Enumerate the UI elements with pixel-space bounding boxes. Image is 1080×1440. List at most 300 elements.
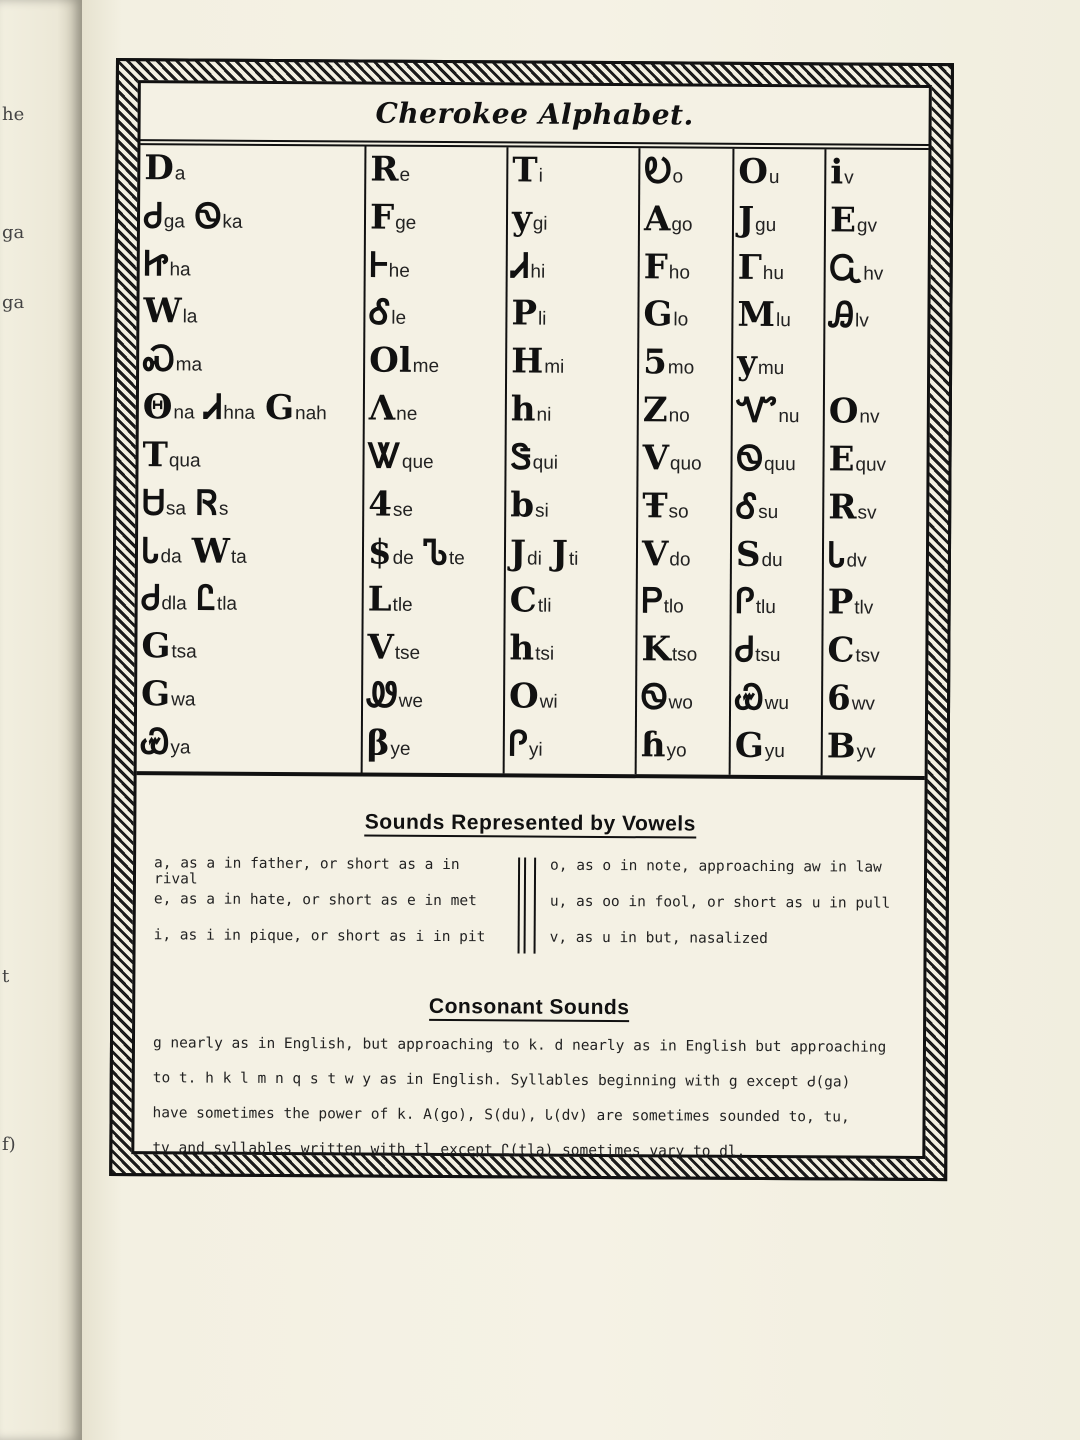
syllable-cell (736, 390, 800, 432)
syllable-cell (829, 248, 884, 289)
left-page-fragment: ga (2, 222, 25, 243)
syllable-romanization: v (844, 167, 854, 189)
syllable-glyph: Ꮲ (641, 581, 663, 622)
left-page-fragment: f) (2, 1134, 16, 1155)
syllable-cell (264, 388, 327, 429)
syllable-glyph: Ꮹ (829, 248, 863, 289)
syllable-romanization: quv (855, 454, 887, 476)
syllable-cell (641, 581, 684, 622)
syllable-cell (508, 676, 558, 717)
syllable-cell (509, 533, 542, 574)
syllable-romanization: hv (863, 263, 884, 285)
syllable-cell (368, 388, 418, 429)
syllable-cell (369, 293, 407, 334)
vowel-line: e, as a in hate, or short as e in met (153, 891, 477, 910)
syllabary-column (363, 147, 509, 774)
syllabary-row (641, 629, 729, 680)
syllable-glyph: 6 (826, 678, 851, 719)
syllable-cell (737, 343, 785, 384)
syllabary-row (641, 533, 730, 584)
syllable-cell (368, 436, 434, 477)
syllabary-row (828, 439, 908, 488)
syllable-romanization: no (668, 405, 690, 427)
syllable-glyph: E (829, 200, 857, 241)
syllable-romanization: nah (295, 403, 327, 425)
alphabet-sheet (109, 58, 954, 1181)
syllable-cell (640, 725, 687, 766)
syllabary-row (827, 630, 907, 680)
syllable-cell (367, 532, 414, 573)
syllable-cell (734, 677, 790, 719)
syllable-romanization: nu (778, 406, 800, 428)
syllable-cell (641, 629, 698, 670)
syllable-glyph: Ꮷ (141, 578, 161, 619)
left-page-edge (0, 0, 82, 1440)
vowel-line: i, as i in pique, or short as i in pit (153, 927, 486, 946)
syllabary-row (142, 482, 362, 533)
syllabary-row (829, 295, 909, 345)
syllable-cell (737, 199, 777, 240)
syllable-romanization: tle (392, 595, 413, 617)
syllable-glyph: Ꮧ (204, 387, 223, 428)
syllable-romanization: wv (851, 693, 876, 715)
syllable-cell (369, 245, 410, 286)
syllabary-row (826, 726, 907, 775)
syllable-glyph: Ꮅ (735, 582, 755, 623)
syllable-cell (826, 726, 876, 767)
syllable-romanization: yu (764, 740, 785, 763)
syllabary-row (511, 246, 638, 296)
syllable-cell (829, 200, 878, 241)
syllable-glyph: Ꮧ (511, 246, 530, 287)
syllable-romanization: we (398, 690, 424, 712)
syllable-romanization: tso (671, 644, 698, 666)
syllable-cell (511, 341, 565, 382)
syllabary-row (736, 486, 822, 537)
syllable-romanization: dv (846, 550, 867, 572)
syllable-romanization: tsa (171, 641, 197, 663)
syllabary-row (368, 484, 504, 534)
syllabary-row (829, 347, 909, 393)
syllabary-row (736, 438, 822, 489)
syllable-glyph: ɦ (640, 725, 666, 766)
syllable-cell (370, 149, 411, 190)
syllable-romanization: qua (168, 450, 201, 472)
consonant-line: tv and syllables written with tl except Ꮭ(tla) sometimes vary to dl. (152, 1140, 746, 1160)
syllable-cell (204, 387, 256, 428)
syllabary-row (368, 436, 504, 487)
syllable-glyph: W (191, 531, 231, 572)
consonant-line: have sometimes the power of k. A(go), S(du), Ꮣ(dv) are sometimes sounded to, tu, (152, 1105, 850, 1126)
syllable-glyph: G (264, 388, 295, 429)
syllable-romanization: si (534, 500, 549, 522)
syllable-romanization: dla (161, 593, 187, 615)
syllable-glyph: T (142, 435, 169, 476)
syllable-glyph: Z (642, 390, 668, 431)
syllable-glyph: Ꮝ (143, 339, 175, 380)
syllable-cell (736, 486, 779, 527)
syllabary-row (643, 294, 731, 345)
syllable-cell (826, 678, 876, 719)
syllabary-row (738, 151, 824, 202)
syllable-glyph: β (366, 723, 390, 764)
syllable-cell (142, 435, 201, 476)
syllable-cell (734, 725, 785, 766)
syllable-romanization: sa (165, 498, 187, 520)
syllable-romanization: o (672, 166, 684, 188)
syllabary-row (643, 199, 732, 249)
syllable-glyph: F (369, 197, 395, 238)
syllabary-row (829, 200, 910, 249)
syllabary-row (367, 580, 504, 630)
syllable-romanization: so (668, 501, 689, 523)
syllable-romanization: mi (544, 356, 565, 379)
syllable-glyph: Λ (368, 388, 396, 429)
syllable-cell (423, 532, 465, 573)
syllable-glyph: Ꮜ (142, 482, 166, 524)
syllabary-row (140, 674, 361, 724)
syllable-glyph: J (737, 199, 755, 240)
syllabary-column (505, 147, 641, 774)
syllable-romanization: yo (666, 740, 687, 762)
syllabary-row (141, 578, 362, 629)
syllable-cell (143, 291, 198, 332)
syllable-cell (142, 482, 187, 524)
syllable-cell (735, 582, 776, 623)
syllabary-row (642, 390, 731, 440)
syllabary-row (508, 724, 635, 774)
syllable-glyph: Ꮄ (369, 293, 391, 334)
syllable-cell (510, 485, 549, 526)
syllable-glyph: V (367, 627, 394, 668)
syllabary-row (369, 245, 506, 295)
syllable-glyph: Ꮿ (734, 677, 764, 719)
vowel-line: u, as oo in fool, or short as u in pull (549, 893, 891, 912)
syllabary-row (142, 387, 363, 437)
syllabary-row (141, 626, 361, 676)
syllable-glyph: H (511, 341, 544, 382)
syllable-romanization: su (758, 501, 779, 523)
syllable-cell (642, 390, 690, 431)
syllabary-row (367, 532, 504, 582)
syllable-cell (511, 293, 547, 335)
syllable-cell (368, 484, 414, 525)
syllable-romanization: hi (530, 261, 546, 283)
syllable-cell (643, 246, 691, 288)
syllable-cell (828, 391, 880, 432)
syllable-glyph: h (509, 628, 535, 669)
syllable-glyph: L (367, 580, 392, 621)
syllable-glyph: Ꮺ (366, 675, 398, 716)
syllable-cell (735, 534, 783, 575)
syllable-cell (140, 674, 196, 715)
syllabary-row (511, 341, 637, 392)
syllable-cell (191, 531, 247, 572)
syllable-glyph: h (510, 389, 536, 430)
syllable-glyph: 4 (368, 484, 393, 525)
syllabary-row (827, 534, 908, 584)
syllable-cell (143, 243, 191, 284)
syllabary-row (369, 293, 505, 343)
syllable-cell (737, 295, 791, 336)
syllable-romanization: yi (528, 739, 543, 761)
syllable-cell (738, 151, 780, 192)
syllable-glyph: A (643, 199, 671, 240)
syllable-romanization: do (669, 549, 691, 571)
vowels-heading: Sounds Represented by Vowels (154, 809, 906, 838)
syllable-romanization: hna (223, 402, 256, 424)
syllable-glyph: T (512, 150, 538, 191)
syllable-glyph: Ꮣ (141, 530, 160, 571)
syllable-glyph: M (737, 295, 776, 336)
syllable-cell (511, 246, 546, 287)
syllable-glyph: G (141, 626, 171, 667)
sounds-section (134, 775, 924, 1160)
syllable-glyph: 5 (643, 342, 667, 383)
syllabary-row (512, 150, 638, 200)
syllabary-row (828, 487, 908, 536)
syllable-glyph: Γ (737, 247, 762, 288)
syllable-glyph: Ꮅ (508, 724, 529, 765)
syllabary-row (144, 148, 364, 198)
syllabary-row (369, 340, 505, 391)
vowel-line: a, as a in father, or short as a in rival (153, 855, 460, 888)
syllable-glyph: R (828, 487, 857, 528)
syllable-romanization: le (391, 308, 407, 330)
syllabary-row (734, 725, 821, 776)
syllable-glyph: C (509, 580, 537, 622)
syllable-glyph: Ŧ (642, 486, 668, 527)
syllable-cell (643, 342, 695, 383)
syllable-glyph: J (551, 533, 569, 574)
syllabary-row (510, 389, 637, 440)
syllable-glyph: Ꮢ (195, 483, 219, 524)
syllabary-row (369, 197, 506, 247)
syllable-cell (737, 247, 785, 288)
syllabary-row (737, 295, 823, 345)
page-title: Cherokee Alphabet. (375, 96, 694, 132)
syllable-romanization: me (412, 356, 440, 378)
syllabary-row (735, 630, 821, 680)
syllable-glyph: Ꮄ (736, 486, 758, 527)
syllable-glyph: C (827, 630, 855, 671)
syllable-romanization: tlv (854, 597, 874, 620)
syllable-glyph: F (643, 246, 668, 288)
syllable-cell (194, 196, 243, 237)
syllabary-row (510, 485, 636, 535)
syllabary-row (644, 151, 732, 201)
syllabary-row (143, 291, 363, 342)
syllable-glyph: Ꮷ (143, 196, 163, 237)
left-page-fragment: t (2, 966, 10, 987)
left-page-fragment: he (2, 104, 25, 125)
syllable-glyph: P (511, 293, 538, 335)
syllable-romanization: e (399, 164, 411, 186)
syllable-glyph: K (641, 629, 672, 670)
syllable-romanization: mu (757, 358, 785, 380)
syllabary-row (641, 581, 730, 632)
syllabary-row (142, 435, 362, 485)
syllabary-column (731, 149, 827, 776)
syllabary-row (367, 627, 503, 678)
title-band (140, 83, 928, 150)
syllabary-row (370, 149, 506, 200)
consonant-line: g nearly as in English, but approaching to k. d nearly as in English but approaching (152, 1035, 887, 1056)
syllable-romanization: i (538, 165, 543, 187)
syllable-cell (641, 533, 691, 575)
syllable-romanization: ni (536, 404, 552, 426)
syllable-cell (366, 675, 424, 716)
syllable-glyph: B (826, 726, 856, 767)
syllable-romanization: tlu (755, 597, 776, 619)
syllable-glyph: Ꮙ (736, 390, 778, 432)
syllable-glyph: O (508, 676, 539, 717)
syllabary-row (510, 437, 636, 487)
syllable-romanization: wu (764, 693, 790, 715)
syllabary-row (141, 530, 362, 581)
syllabary-row (643, 246, 732, 297)
syllable-glyph: G (643, 294, 673, 335)
syllable-romanization: ta (230, 546, 247, 568)
syllabary-row (511, 293, 637, 344)
syllable-romanization: ha (169, 258, 191, 281)
syllable-cell (369, 340, 440, 382)
syllabary-row (829, 248, 910, 297)
syllabary-row (143, 196, 364, 246)
syllable-glyph: i (830, 152, 844, 193)
consonants-text (152, 1035, 905, 1180)
syllable-romanization: a (174, 163, 186, 185)
syllable-romanization: quu (763, 453, 796, 476)
syllable-cell (510, 437, 559, 478)
syllable-romanization: ge (395, 212, 417, 234)
syllable-romanization: wi (539, 691, 558, 713)
syllable-romanization: que (401, 451, 434, 473)
syllabary-row (368, 388, 505, 439)
syllabary-row (366, 723, 503, 773)
syllable-cell (369, 197, 417, 238)
syllable-cell (735, 630, 781, 671)
syllable-romanization: mo (667, 357, 695, 379)
syllable-cell (828, 439, 887, 480)
syllabary-row (511, 198, 638, 248)
syllable-cell (830, 152, 854, 193)
syllable-glyph: G (734, 725, 764, 766)
syllable-cell (643, 199, 693, 240)
syllable-glyph: Ꭿ (829, 295, 855, 336)
syllable-romanization: gi (532, 213, 548, 235)
syllable-cell (642, 486, 689, 527)
vowels-left-column (153, 855, 510, 965)
syllabary-row (828, 391, 909, 441)
syllable-glyph: Ꮣ (827, 534, 846, 576)
syllabary-row (737, 343, 823, 393)
syllabary-row (140, 722, 361, 772)
syllable-romanization: s (218, 498, 229, 520)
syllable-glyph: O (738, 151, 769, 192)
sheet-content (131, 80, 932, 1159)
syllable-romanization: tse (394, 642, 421, 665)
syllable-glyph: Ol (369, 340, 412, 382)
syllabary-row (509, 628, 635, 679)
syllabary-row (642, 486, 730, 536)
consonant-line: to t. h k l m n q s t w y as in English. Syllables beginning with g except Ꮷ(ga) (152, 1070, 851, 1091)
syllable-glyph: Ꮥ (510, 437, 532, 478)
syllabary-column (637, 148, 735, 775)
syllable-romanization: de (392, 547, 414, 569)
syllable-glyph: V (642, 438, 670, 479)
syllable-cell (827, 534, 867, 576)
syllable-romanization: du (761, 549, 783, 571)
syllable-romanization: la (182, 306, 198, 328)
syllable-glyph: Ꮷ (735, 630, 755, 671)
syllable-romanization: nv (859, 406, 880, 428)
consonants-heading: Consonant Sounds (153, 993, 905, 1022)
syllable-romanization: gv (856, 215, 878, 237)
syllabary-grid (137, 145, 929, 780)
syllabary-row (642, 438, 730, 488)
syllable-glyph: W (143, 291, 182, 332)
syllable-romanization: wa (171, 689, 196, 711)
syllabary-row (735, 534, 822, 584)
syllable-cell (827, 582, 874, 623)
syllabary-row (509, 533, 636, 583)
syllabary-column (823, 149, 911, 776)
syllable-cell (367, 580, 413, 621)
syllable-romanization: tla (216, 594, 238, 616)
syllable-glyph: P (827, 582, 854, 623)
syllable-cell (508, 724, 543, 765)
syllable-cell (143, 196, 185, 237)
syllable-glyph: V (641, 533, 669, 575)
syllable-romanization: tlo (663, 596, 684, 618)
syllable-cell (644, 151, 684, 192)
syllable-romanization: lo (673, 309, 689, 331)
syllabary-row (143, 339, 363, 389)
syllable-glyph: Ꮵ (143, 243, 169, 284)
syllable-cell (367, 627, 421, 668)
syllable-romanization: tsi (535, 643, 555, 665)
syllable-glyph: $ (367, 532, 392, 573)
syllable-cell (640, 677, 693, 718)
syllable-glyph: R (370, 149, 399, 190)
left-page-fragment: ga (2, 292, 25, 313)
syllabary-row (735, 582, 822, 632)
syllable-romanization: ka (222, 211, 243, 233)
syllable-glyph: y (737, 343, 758, 384)
vowels-table (153, 855, 906, 968)
syllabary-row (734, 677, 821, 728)
syllable-romanization: ga (163, 211, 185, 233)
syllable-romanization: ya (170, 737, 191, 759)
syllable-romanization: yv (856, 741, 876, 763)
syllable-cell (509, 580, 552, 622)
syllable-romanization: lu (775, 310, 791, 332)
syllable-romanization: quo (669, 453, 702, 475)
syllable-glyph: b (510, 485, 535, 526)
syllable-romanization: li (537, 309, 547, 331)
syllable-cell (510, 389, 552, 430)
syllabary-row (827, 582, 908, 632)
syllable-glyph: E (828, 439, 855, 480)
syllable-romanization: ho (668, 262, 691, 284)
syllable-glyph: Ꮻ (640, 677, 668, 718)
syllable-glyph: Ꮦ (423, 532, 449, 573)
syllable-cell (828, 487, 877, 528)
syllable-romanization: he (388, 260, 410, 282)
syllable-glyph: G (140, 674, 171, 715)
syllabary-row (737, 199, 824, 250)
